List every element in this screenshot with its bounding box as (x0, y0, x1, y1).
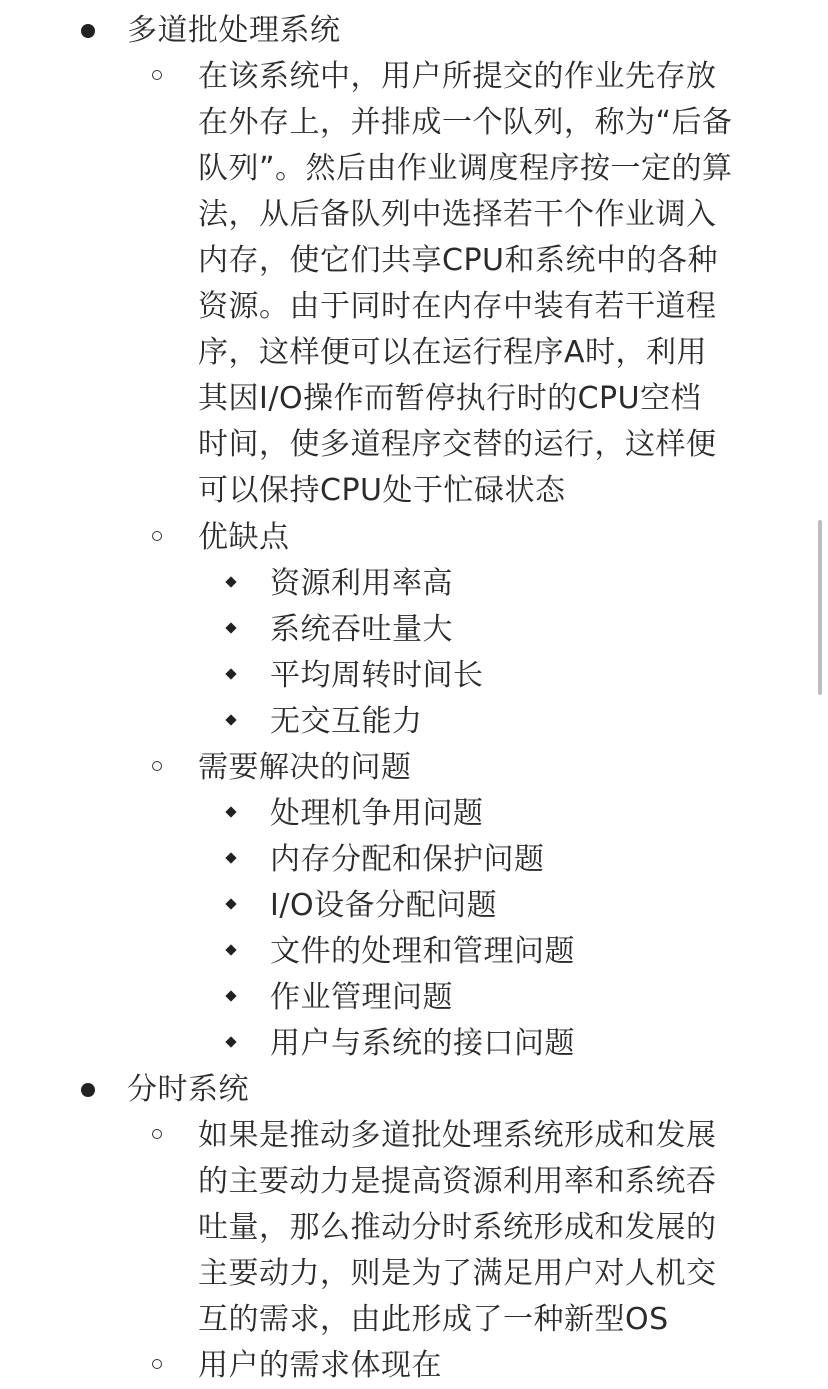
bullet-diamond (225, 668, 236, 679)
problem-item: 用户与系统的接口问题 (270, 1026, 575, 1061)
section-title-batch: 多道批处理系统 (127, 13, 341, 48)
problem-item: 处理机争用问题 (270, 796, 484, 831)
batch-description-line: 时间，使多道程序交替的运行，这样便 (198, 427, 717, 462)
bullet-diamond (225, 576, 236, 587)
bullet-diamond (225, 714, 236, 725)
bullet-diamond (225, 622, 236, 633)
bullet-circle (152, 1129, 162, 1139)
scrollbar[interactable] (818, 520, 822, 695)
batch-description-line: 资源。由于同时在内存中装有若干道程 (198, 289, 717, 324)
problem-item: 文件的处理和管理问题 (270, 934, 575, 969)
bullet-circle (152, 1359, 162, 1369)
timesharing-description-line: 主要动力，则是为了满足用户对人机交 (198, 1256, 717, 1291)
batch-description-line: 法，从后备队列中选择若干个作业调入 (198, 197, 717, 232)
timesharing-description-line: 吐量，那么推动分时系统形成和发展的 (198, 1210, 717, 1245)
pros-cons-title: 优缺点 (198, 520, 290, 555)
batch-description-line: 内存，使它们共享CPU和系统中的各种 (198, 243, 718, 278)
pros-cons-item: 资源利用率高 (270, 566, 453, 601)
bullet-disc (81, 1083, 95, 1097)
timesharing-description-line: 互的需求，由此形成了一种新型OS (198, 1302, 669, 1337)
bullet-circle (152, 70, 162, 80)
bullet-diamond (225, 898, 236, 909)
bullet-circle (152, 531, 162, 541)
batch-description-line: 其因I/O操作而暂停执行时的CPU空档 (198, 381, 702, 416)
problems-title: 需要解决的问题 (198, 750, 412, 785)
bullet-disc (81, 24, 95, 38)
batch-description-line: 序，这样便可以在运行程序A时，利用 (198, 335, 708, 370)
bullet-diamond (225, 990, 236, 1001)
bullet-diamond (225, 806, 236, 817)
problem-item: 作业管理问题 (270, 980, 453, 1015)
bullet-diamond (225, 852, 236, 863)
pros-cons-item: 系统吞吐量大 (270, 612, 453, 647)
pros-cons-item: 无交互能力 (270, 704, 423, 739)
problem-item: I/O设备分配问题 (270, 888, 498, 923)
batch-description-line: 在外存上，并排成一个队列，称为“后备 (198, 105, 733, 140)
bullet-diamond (225, 1036, 236, 1047)
pros-cons-item: 平均周转时间长 (270, 658, 484, 693)
section-title-timesharing: 分时系统 (127, 1072, 249, 1107)
problem-item: 内存分配和保护问题 (270, 842, 545, 877)
user-needs-title: 用户的需求体现在 (198, 1348, 442, 1383)
batch-description-line: 在该系统中，用户所提交的作业先存放 (198, 59, 717, 94)
timesharing-description-line: 如果是推动多道批处理系统形成和发展 (198, 1118, 717, 1153)
timesharing-description-line: 的主要动力是提高资源利用率和系统吞 (198, 1164, 717, 1199)
batch-description-line: 队列”。然后由作业调度程序按一定的算 (198, 151, 733, 186)
bullet-circle (152, 761, 162, 771)
batch-description-line: 可以保持CPU处于忙碌状态 (198, 473, 566, 508)
bullet-diamond (225, 944, 236, 955)
